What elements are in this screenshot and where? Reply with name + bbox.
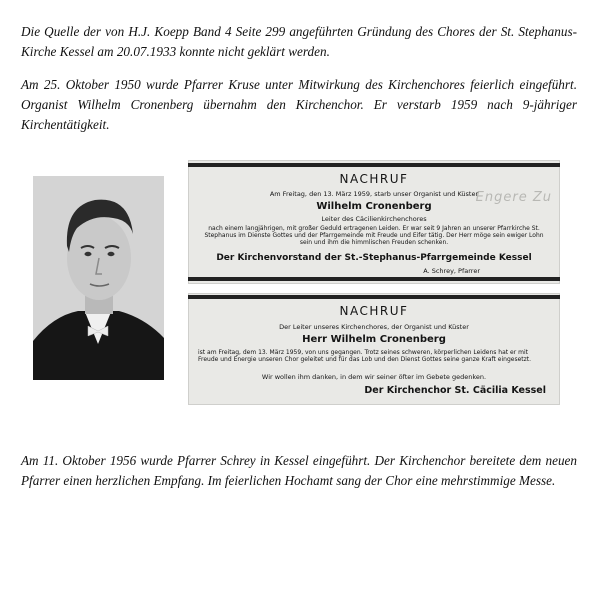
obituary-body: nach einem langjährigen, mit großer Geduld ertragenen Leiden. Er war seit 9 Jahren an unserer Pfarrkirche St. Stephanus im Dienste Gottes und der Pfarrgemeinde mit Freude und Eifer tätig. Der Herr möge sein ewiger Lohn sein und ihm die himmlischen Freuden schenken. xyxy=(204,225,544,247)
clipping-rule-top xyxy=(188,163,560,167)
paragraph-founding: Die Quelle der von H.J. Koepp Band 4 Seite 299 angeführten Gründung des Chores der St. Stephanus-Kirche Kessel am 20.07.1933 konnte nicht geklärt werden. xyxy=(21,24,577,59)
paragraph-1956: Am 11. Oktober 1956 wurde Pfarrer Schrey in Kessel eingeführt. Der Kirchenchor bereitete dem neuen Pfarrer einen herzlichen Empfang. Im feierlichen Hochamt sang der Chor eine mehrstimmige Messe. xyxy=(21,453,577,488)
portrait-photo xyxy=(33,176,164,380)
obituary-clipping-1 xyxy=(188,160,560,284)
deceased-name: Herr Wilhelm Cronenberg xyxy=(302,334,446,345)
obituary-intro: Am Freitag, den 13. März 1959, starb unser Organist und Küster xyxy=(269,190,479,198)
obituary-signature: Der Kirchenchor St. Cäcilia Kessel xyxy=(364,385,546,396)
obituary-body: ist am Freitag, dem 13. März 1959, von uns gegangen. Trotz seines schweren, körperlichen Leidens hat er mit Freude und Energie unseren Chor geleitet und für das Lob und den Dienst Gottes seine ganze Kraft eingesetzt. xyxy=(198,349,532,364)
obituary-signer: A. Schrey, Pfarrer xyxy=(423,267,480,275)
bleed-through-text: Engere Zu xyxy=(475,190,552,205)
deceased-role: Leiter des Cäcilienkirchenchores xyxy=(321,215,427,223)
obituary-clipping-2 xyxy=(188,293,560,405)
obituary-intro: Der Leiter unseres Kirchenchores, der Organist und Küster xyxy=(279,323,469,331)
obituary-body-closing: Wir wollen ihm danken, in dem wir seiner öfter im Gebete gedenken. xyxy=(261,373,487,381)
clipping-rule-bottom xyxy=(188,277,560,281)
obituary-header: NACHRUF xyxy=(339,172,409,186)
obituary-signature: Der Kirchenvorstand der St.-Stephanus-Pfarrgemeinde Kessel xyxy=(216,253,532,263)
clipping-rule-top xyxy=(188,295,560,299)
deceased-name: Wilhelm Cronenberg xyxy=(316,201,432,212)
obituary-header: NACHRUF xyxy=(339,304,409,318)
paragraph-1950: Am 25. Oktober 1950 wurde Pfarrer Kruse unter Mitwirkung des Kirchenchores feierlich eingeführt. Organist Wilhelm Cronenberg übernahm den Kirchenchor. Er verstarb 1959 nach 9-jähriger Kirchentätigkeit. xyxy=(21,77,577,132)
portrait-drawing xyxy=(33,176,164,380)
